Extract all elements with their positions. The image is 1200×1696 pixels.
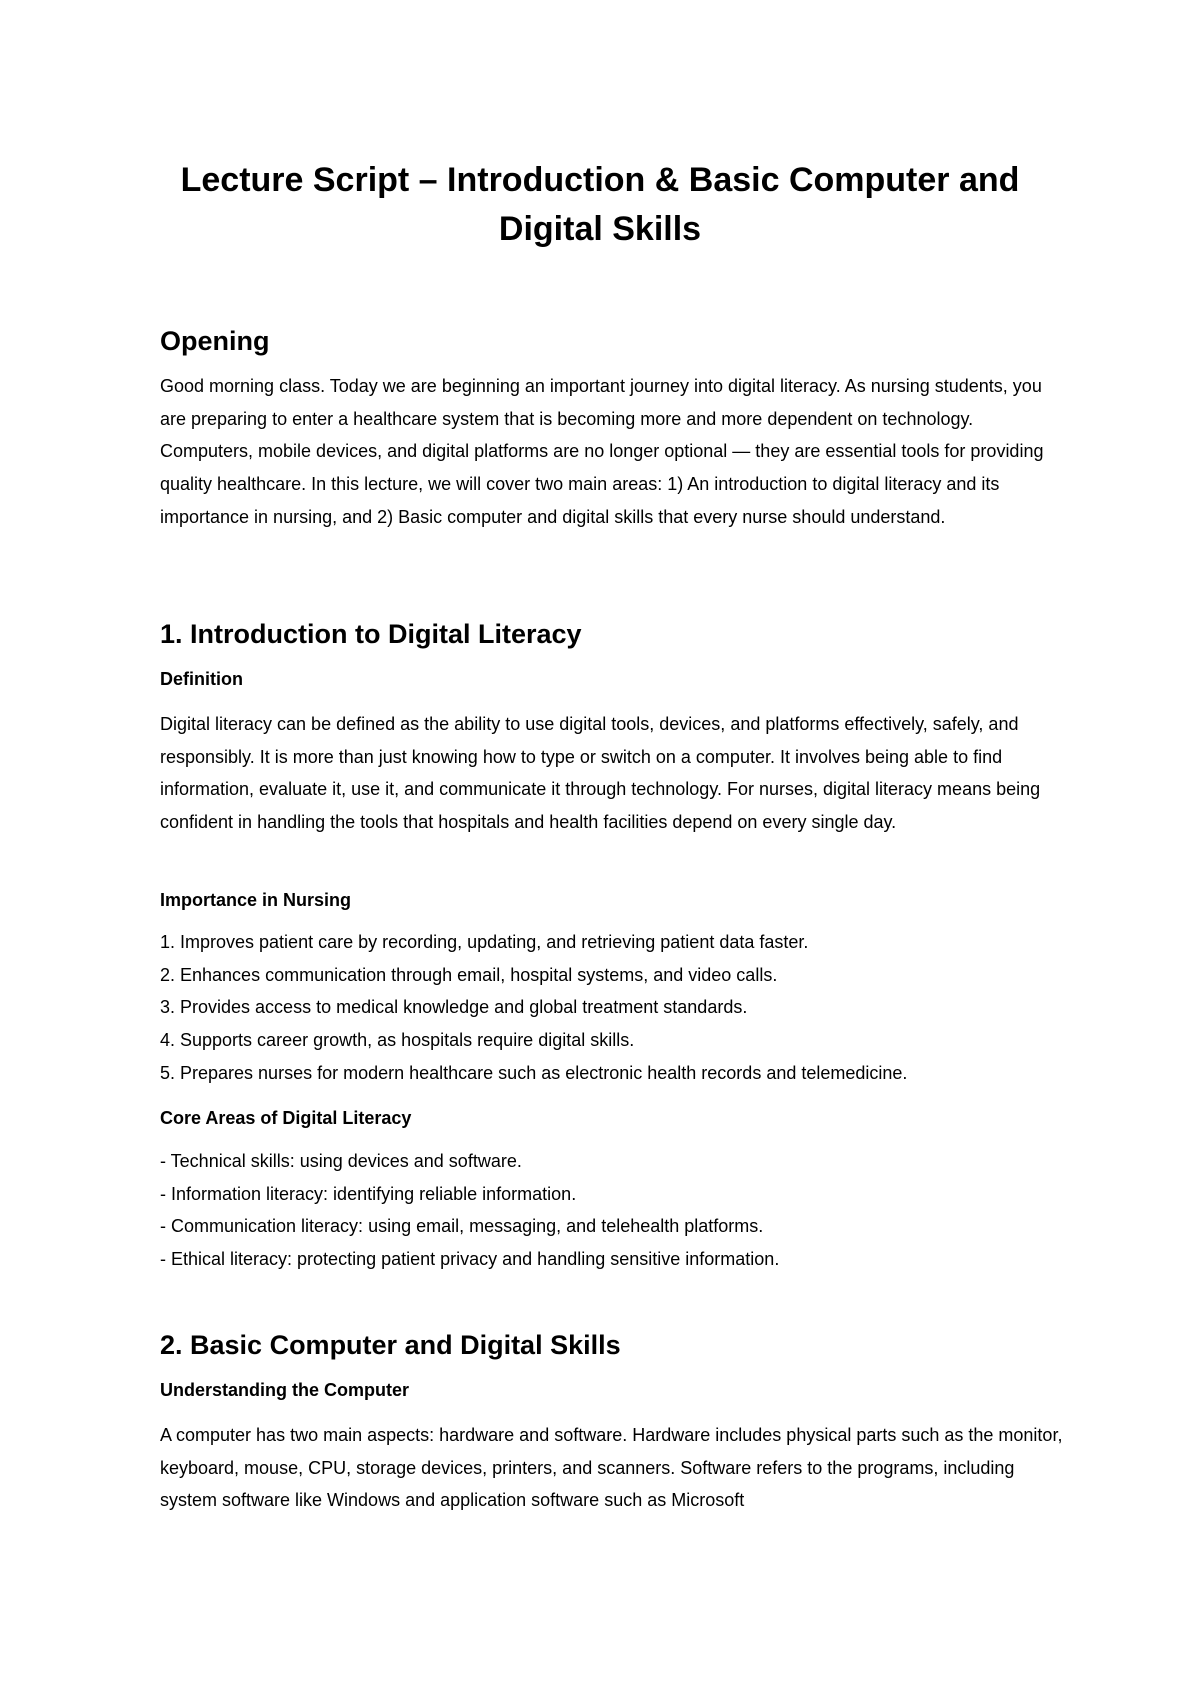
- core-areas-heading: Core Areas of Digital Literacy: [160, 1108, 412, 1128]
- opening-paragraph: Good morning class. Today we are beginning an important journey into digital literacy. As nursing students, you are preparing to enter a healthcare system that is becoming more and more dependent on technology. Computers, mobile devices, and digital platforms are no longer optional — they are essential tools for providing quality healthcare. In this lecture, we will cover two main areas: 1) An introduction to digital literacy and its importance in nursing, and 2) Basic computer and digital skills that every nurse should understand.: [160, 376, 1044, 527]
- importance-heading: Importance in Nursing: [160, 890, 352, 910]
- list-item: 5. Prepares nurses for modern healthcare such as electronic health records and telemedicine.: [160, 1062, 908, 1083]
- list-item: 3. Provides access to medical knowledge and global treatment standards.: [160, 997, 748, 1018]
- definition-paragraph: Digital literacy can be defined as the ability to use digital tools, devices, and platforms effectively, safely, and responsibly. It is more than just knowing how to type or switch on a computer. It involves being able to find information, evaluate it, use it, and communicate it through technology. For nurses, digital literacy means being confident in handling the tools that hospitals and health facilities depend on every single day.: [160, 714, 1041, 833]
- list-item: - Ethical literacy: protecting patient privacy and handling sensitive information.: [160, 1249, 780, 1270]
- list-item: 4. Supports career growth, as hospitals require digital skills.: [160, 1030, 635, 1051]
- document-title: Lecture Script – Introduction & Basic Computer and Digital Skills: [180, 161, 1020, 248]
- list-item: - Technical skills: using devices and software.: [160, 1151, 522, 1171]
- section2-heading: 2. Basic Computer and Digital Skills: [160, 1330, 621, 1360]
- understanding-paragraph: A computer has two main aspects: hardware and software. Hardware includes physical parts such as the monitor, keyboard, mouse, CPU, storage devices, printers, and scanners. Software refers to the programs, including system software like Windows and application software such as Microsoft: [160, 1425, 1063, 1511]
- definition-heading: Definition: [160, 669, 243, 689]
- opening-heading: Opening: [160, 326, 270, 356]
- list-item: - Information literacy: identifying reliable information.: [160, 1183, 577, 1204]
- list-item: 1. Improves patient care by recording, updating, and retrieving patient data faster.: [160, 932, 809, 952]
- core-areas-list: [160, 1145, 779, 1276]
- understanding-heading: Understanding the Computer: [160, 1380, 410, 1400]
- list-item: 2. Enhances communication through email, hospital systems, and video calls.: [160, 964, 778, 985]
- importance-list: [160, 926, 907, 1090]
- section1-heading: 1. Introduction to Digital Literacy: [160, 619, 582, 649]
- list-item: - Communication literacy: using email, messaging, and telehealth platforms.: [160, 1216, 764, 1237]
